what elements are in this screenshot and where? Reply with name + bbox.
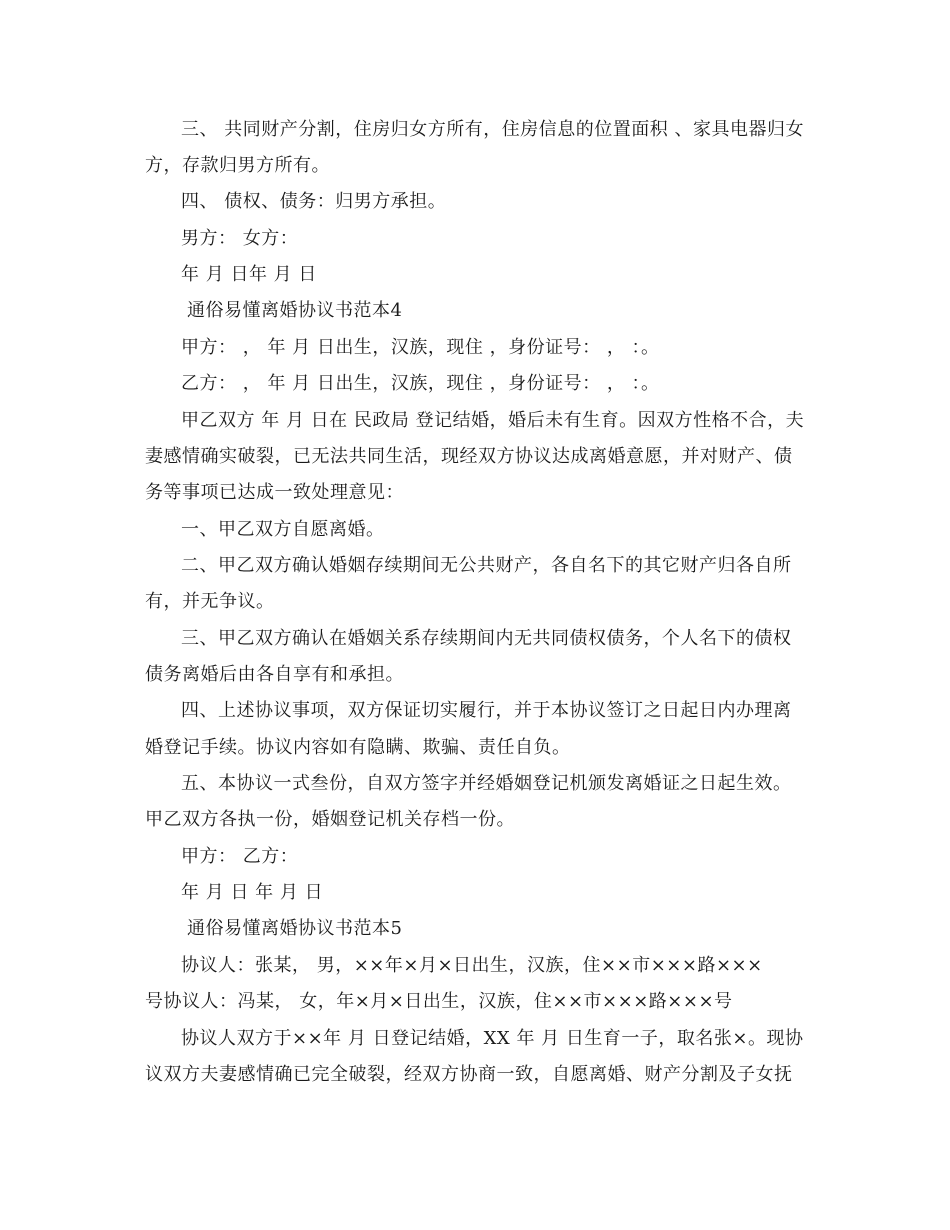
paragraph-line: 协议人双方于××年 月 日登记结婚，XX 年 月 日生育一子，取名张×。现协	[181, 1028, 804, 1049]
paragraph-line: 务等事项已达成一致处理意见：	[145, 482, 404, 503]
clause-line: 一、甲乙双方自愿离婚。	[181, 519, 385, 540]
clause-line: 二、甲乙双方确认婚姻存续期间无公共财产，各自名下的其它财产归各自所	[181, 555, 792, 576]
paragraph-line: 妻感情确实破裂，已无法共同生活，现经双方协议达成离婚意愿，并对财产、债	[145, 446, 793, 467]
date-line: 年 月 日 年 月 日	[181, 882, 324, 903]
clause-line: 三、甲乙双方确认在婚姻关系存续期间内无共同债权债务，个人名下的债权	[181, 628, 792, 649]
section-title: 通俗易懂离婚协议书范本4	[187, 300, 403, 321]
paragraph-line: 甲乙双方 年 月 日在 民政局 登记结婚，婚后未有生育。因双方性格不合，夫	[181, 410, 805, 431]
date-line: 年 月 日年 月 日	[181, 264, 317, 285]
clause-line: 债务离婚后由各自享有和承担。	[145, 664, 404, 685]
paragraph-line: 议双方夫妻感情确已完全破裂，经双方协商一致，自愿离婚、财产分割及子女抚	[145, 1064, 793, 1085]
party-line: 甲方： ， 年 月 日出生，汉族，现住 ，身份证号： ， ：。	[181, 337, 660, 358]
paragraph-line: 四、 债权、债务：归男方承担。	[181, 191, 447, 212]
signature-line: 甲方： 乙方：	[181, 846, 299, 867]
paragraph-line: 方，存款归男方所有。	[145, 155, 330, 176]
clause-line: 有，并无争议。	[145, 591, 275, 612]
clause-line: 五、本协议一式叁份，自双方签字并经婚姻登记机颁发离婚证之日起生效。	[181, 773, 792, 794]
party-line: 号协议人：冯某， 女，年×月×日出生，汉族，住××市×××路×××号	[145, 991, 733, 1012]
clause-line: 甲乙双方各执一份，婚姻登记机关存档一份。	[145, 809, 515, 830]
party-line: 协议人：张某， 男，××年×月×日出生，汉族，住××市×××路×××	[181, 955, 763, 976]
clause-line: 四、上述协议事项，双方保证切实履行，并于本协议签订之日起日内办理离	[181, 700, 792, 721]
clause-line: 婚登记手续。协议内容如有隐瞒、欺骗、责任自负。	[145, 737, 571, 758]
section-title: 通俗易懂离婚协议书范本5	[187, 918, 403, 939]
paragraph-line: 三、 共同财产分割，住房归女方所有，住房信息的位置面积 、家具电器归女	[181, 119, 804, 140]
party-line: 乙方： ， 年 月 日出生，汉族，现住 ，身份证号： ， ：。	[181, 373, 660, 394]
signature-line: 男方： 女方：	[181, 228, 299, 249]
